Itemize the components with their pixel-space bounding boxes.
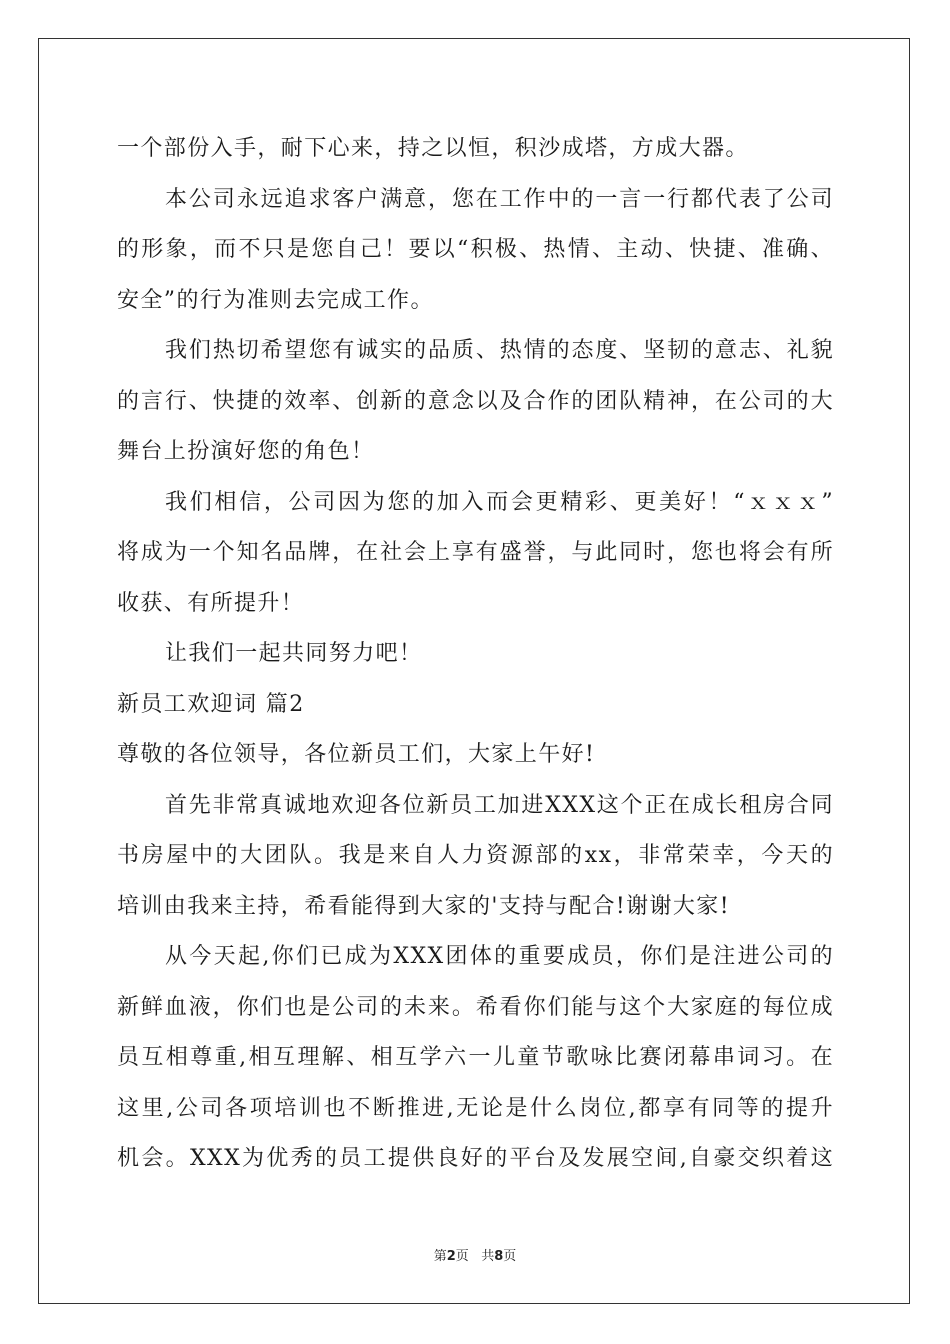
text-line: 一个部份入手，耐下心来，持之以恒，积沙成塔，方成大器。 xyxy=(117,136,749,161)
text-line: 首先非常真诚地欢迎各位新员工加进XXX这个正在成长租房合同 xyxy=(165,792,834,818)
text-line: 书房屋中的大团队。我是来自人力资源部的xx，非常荣幸，今天的 xyxy=(117,843,834,868)
text-line: 舞台上扮演好您的角色！ xyxy=(117,439,375,464)
text-line: 这里,公司各项培训也不断推进,无论是什么岗位,都享有同等的提升 xyxy=(117,1095,834,1121)
text-line: 的形象，而不只是您自己！要以“积极、热情、主动、快捷、准确、 xyxy=(117,237,834,262)
footer-total-prefix: 共 xyxy=(481,1249,495,1264)
text-line: 安全”的行为准则去完成工作。 xyxy=(117,287,434,313)
text-line: 新员工欢迎词 篇2 xyxy=(117,691,305,717)
text-line: 收获、有所提升！ xyxy=(117,590,305,616)
footer-page-prefix: 第 xyxy=(433,1249,447,1264)
footer-total-suffix: 页 xyxy=(503,1249,517,1264)
footer-page-current: 2 xyxy=(446,1249,456,1264)
text-line: 员互相尊重,相互理解、相互学六一儿童节歌咏比赛闭幕串词习。在 xyxy=(117,1045,834,1070)
text-line: 我们热切希望您有诚实的品质、热情的态度、坚韧的意志、礼貌 xyxy=(165,338,834,363)
document-body xyxy=(117,126,834,1187)
page-footer xyxy=(0,1248,950,1266)
text-line: 本公司永远追求客户满意，您在工作中的一言一行都代表了公司 xyxy=(165,186,834,212)
text-line: 我们相信，公司因为您的加入而会更精彩、更美好！“ｘｘｘ” xyxy=(165,489,834,515)
text-line: 让我们一起共同努力吧！ xyxy=(165,641,423,666)
footer-page-suffix: 页 xyxy=(455,1249,469,1264)
text-line: 培训由我来主持，希看能得到大家的'支持与配合!谢谢大家! xyxy=(117,893,730,919)
text-line: 尊敬的各位领导，各位新员工们，大家上午好! xyxy=(117,742,596,767)
footer-page-total: 8 xyxy=(494,1249,504,1264)
text-line: 新鲜血液，你们也是公司的未来。希看你们能与这个大家庭的每位成 xyxy=(117,994,834,1020)
text-line: 机会。XXX为优秀的员工提供良好的平台及发展空间,自豪交织着这 xyxy=(117,1146,834,1171)
text-line: 将成为一个知名品牌，在社会上享有盛誉，与此同时，您也将会有所 xyxy=(117,540,834,565)
text-line: 从今天起,你们已成为XXX团体的重要成员，你们是注进公司的 xyxy=(165,944,834,969)
text-line: 的言行、快捷的效率、创新的意念以及合作的团队精神，在公司的大 xyxy=(117,388,834,414)
